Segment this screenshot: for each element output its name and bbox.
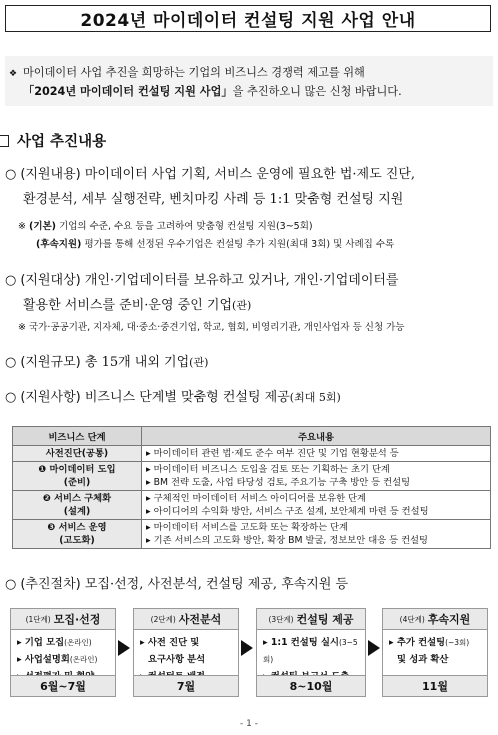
arrow-bullet-icon: ▸ bbox=[146, 522, 154, 533]
table-row: 사전진단(공통) ▸ 마이데이터 관련 법·제도 준수 여부 진단 및 기업 현황분석 등 bbox=[13, 446, 491, 462]
item-scale: ○ (지원규모) 총 15개 내외 기업(관) bbox=[5, 355, 209, 370]
arrow-right-icon bbox=[241, 640, 253, 656]
page-number: - 1 - bbox=[240, 719, 258, 729]
item-eligibility: ○ (지원대상) 개인·기업데이터를 보유하고 있거나, 개인·기업데이터를 활용한 서비스를 준비·운영 중인 기업(관) bbox=[5, 273, 399, 313]
section-heading: 사업 추진내용 bbox=[0, 130, 106, 151]
arrow-bullet-icon: ▸ bbox=[146, 535, 154, 546]
circle-bullet-icon: ○ bbox=[5, 167, 17, 182]
business-stage-table bbox=[12, 426, 491, 549]
arrow-bullet-icon: ▸ bbox=[146, 448, 154, 459]
arrow-bullet-icon: ▸ bbox=[146, 493, 154, 504]
note-mark-icon: ※ bbox=[18, 221, 29, 232]
table-row: ❸ 서비스 운영 (고도화) ▸ 마이데이터 서비스를 고도화 또는 확장하는 단계 ▸ 기존 서비스의 고도화 방안, 확장 BM 발굴, 정보보안 대응 등 컨설팅 bbox=[13, 520, 491, 549]
circle-bullet-icon: ○ bbox=[5, 355, 17, 370]
arrow-bullet-icon: ▸ bbox=[146, 464, 154, 475]
page-title: 2024년 마이데이터 컨설팅 지원 사업 안내 bbox=[5, 5, 491, 32]
circle-bullet-icon: ○ bbox=[5, 390, 17, 405]
flow-step-4: (4단계) 후속지원 ▸ 추가 컨설팅(~3회) 및 성과 확산 11월 bbox=[382, 608, 488, 697]
arrow-bullet-icon: ▸ bbox=[146, 506, 154, 517]
item-support-content: ○ (지원내용) 마이데이터 사업 기획, 서비스 운영에 필요한 법·제도 진단, 환경분석, 세부 실행전략, 벤치마킹 사례 등 1:1 맞춤형 컨설팅 지원 bbox=[5, 167, 416, 207]
note-eligible-orgs: ※ 국가·공공기관, 지자체, 대·중소·중견기업, 학교, 협회, 비영리기관, 개인사업자 등 신청 가능 bbox=[18, 322, 405, 333]
intro-line-1: 마이데이터 사업 추진을 희망하는 기업의 비즈니스 경쟁력 제고를 위해 bbox=[23, 66, 365, 79]
note-followup: (후속지원) 평가를 통해 선정된 우수기업은 컨설팅 추가 지원(최대 3회) 및 사례집 수록 bbox=[36, 239, 395, 250]
item-procedure: ○ (추진절차) 모집·선정, 사전분석, 컨설팅 제공, 후속지원 등 bbox=[5, 577, 349, 592]
flow-step-1: (1단계) 모집·선정 ▸ 기업 모집(온라인) ▸ 사업설명회(온라인) 6월~7월 bbox=[10, 608, 116, 697]
circle-bullet-icon: ○ bbox=[5, 273, 17, 288]
diamond-bullet-icon: ❖ bbox=[9, 69, 18, 79]
square-bullet-icon bbox=[0, 135, 9, 147]
intro-line-2: 을 추진하오니 많은 신청 바랍니다. bbox=[232, 85, 402, 98]
arrow-right-icon bbox=[118, 640, 130, 656]
flow-step-2: (2단계) 사전분석 ▸ 사전 진단 및 요구사항 분석 7월 bbox=[133, 608, 239, 697]
flow-step-3: (3단계) 컨설팅 제공 ▸ 1:1 컨설팅 실시(3~5회) 8~10월 bbox=[256, 608, 366, 697]
note-mark-icon: ※ bbox=[18, 322, 29, 333]
table-row: ❷ 서비스 구체화 (설계) ▸ 구체적인 마이데이터 서비스 아이디어를 보유한 단계 ▸ 아이디어의 수익화 방안, 서비스 구조 설계, 보안체계 마련 등 컨설팅 bbox=[13, 491, 491, 520]
arrow-right-icon bbox=[368, 640, 380, 656]
arrow-bullet-icon: ▸ bbox=[146, 477, 154, 488]
note-basic: ※ (기본) 기업의 수준, 수요 등을 고려하여 맞춤형 컨설팅 지원(3~5회) bbox=[18, 221, 313, 232]
circle-bullet-icon: ○ bbox=[5, 577, 17, 592]
item-support-details: ○ (지원사항) 비즈니스 단계별 맞춤형 컨설팅 제공(최대 5회) bbox=[5, 390, 341, 405]
intro-program-name: 「2024년 마이데이터 컨설팅 지원 사업」 bbox=[23, 85, 233, 98]
intro-box bbox=[5, 56, 493, 106]
table-header-row: 비즈니스 단계 주요내용 bbox=[13, 427, 491, 446]
table-row: ❶ 마이데이터 도입 (준비) ▸ 마이데이터 비즈니스 도입을 검토 또는 기획하는 초기 단계 ▸ BM 전략 도출, 사업 타당성 검토, 주요기능 구축 방안 등 컨설팅 bbox=[13, 462, 491, 491]
